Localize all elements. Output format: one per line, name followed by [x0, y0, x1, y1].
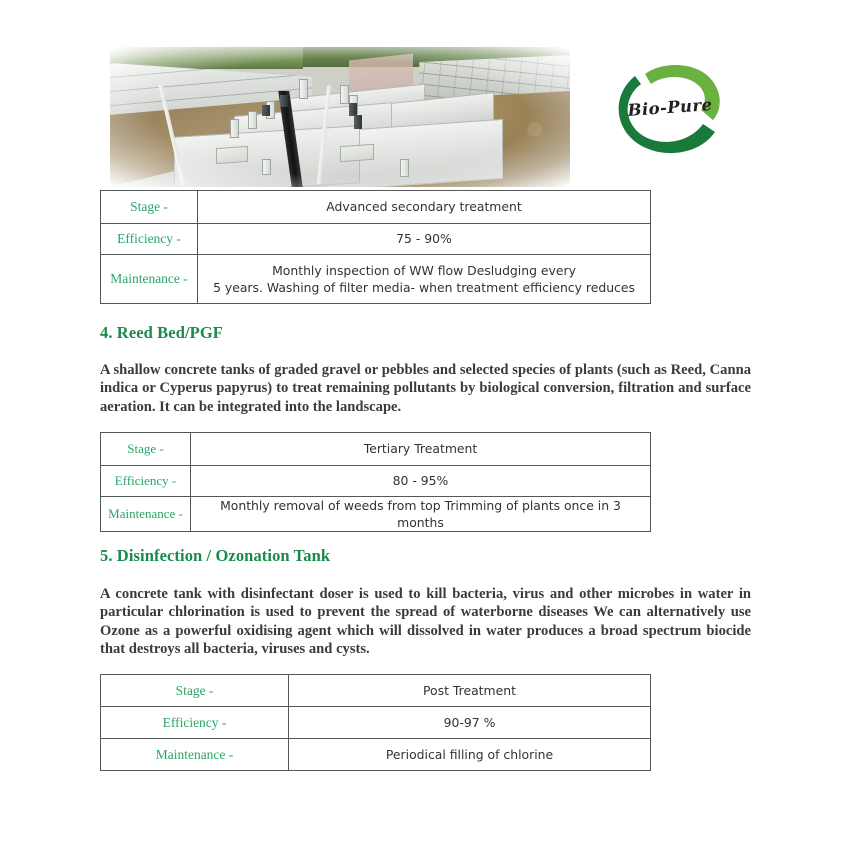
row-label: Efficiency -: [101, 466, 191, 497]
row-label: Stage -: [101, 433, 191, 466]
table-row: [101, 466, 651, 497]
row-value: Monthly removal of weeds from top Trimming of plants once in 3 months: [191, 497, 651, 532]
table-row: [101, 707, 651, 739]
table-row: [101, 224, 651, 255]
photo-inspection-riser: [248, 111, 257, 129]
photo-inspection-riser-cap: [280, 95, 288, 107]
row-label: Maintenance -: [101, 255, 198, 304]
photo-canvas: [110, 47, 570, 187]
table-row: [101, 433, 651, 466]
section-heading-reed-bed: 4. Reed Bed/PGF: [100, 323, 223, 342]
table-row: [101, 497, 651, 532]
section-body-reed-bed: A shallow concrete tanks of graded gravel or pebbles and selected species of plants (such as Reed, Canna indica or Cyperus papyrus) to treat remaining pollutants by biological conversion, filtration and surface aeration. It can be integrated into the landscape.: [100, 362, 751, 415]
row-label: Efficiency -: [101, 224, 198, 255]
photo-inspection-riser: [230, 119, 239, 138]
row-value: Monthly inspection of WW flow Desludging every 5 years. Washing of filter media- when treatment efficiency reduces: [198, 255, 651, 304]
section-body-disinfection: A concrete tank with disinfectant doser is used to kill bacteria, virus and other microbes in water in particular chlorination is used to prevent the spread of waterborne diseases We can alternatively use Ozone as a powerful oxidising agent which will dissolved in water produces a broad spectrum biocide that destroys all bacteria, viruses and cysts.: [100, 586, 751, 658]
spec-table-tertiary: [100, 432, 651, 532]
row-value: Advanced secondary treatment: [198, 191, 651, 224]
table-row: [101, 675, 651, 707]
photo-inspection-riser: [299, 79, 308, 99]
spec-table-advanced-secondary: [100, 190, 651, 304]
photo-manhole-lid: [216, 146, 248, 164]
photo-tank-slab: [174, 125, 360, 187]
row-value: Periodical filling of chlorine: [289, 739, 651, 771]
row-value: 75 - 90%: [198, 224, 651, 255]
photo-inspection-riser: [400, 159, 409, 177]
table-row: [101, 255, 651, 304]
photo-inspection-riser: [262, 159, 271, 175]
row-value: Tertiary Treatment: [191, 433, 651, 466]
row-label: Efficiency -: [101, 707, 289, 739]
section-heading-disinfection: 5. Disinfection / Ozonation Tank: [100, 546, 331, 565]
spec-table-post-treatment: [100, 674, 651, 771]
row-label: Stage -: [101, 191, 198, 224]
logo-wordmark: Bio-Pure: [627, 95, 713, 120]
photo-inspection-riser-cap: [354, 115, 362, 129]
table-row: [101, 191, 651, 224]
row-value: 80 - 95%: [191, 466, 651, 497]
row-value: 90-97 %: [289, 707, 651, 739]
photo-inspection-riser-cap: [262, 105, 270, 116]
treatment-plant-construction-photo: [110, 47, 570, 187]
row-label: Maintenance -: [101, 497, 191, 532]
photo-inspection-riser: [340, 85, 349, 104]
row-value: Post Treatment: [289, 675, 651, 707]
table-row: [101, 739, 651, 771]
bio-pure-logo: [605, 58, 730, 168]
photo-manhole-lid: [340, 144, 374, 162]
row-label: Maintenance -: [101, 739, 289, 771]
row-label: Stage -: [101, 675, 289, 707]
document-header: [100, 40, 730, 188]
